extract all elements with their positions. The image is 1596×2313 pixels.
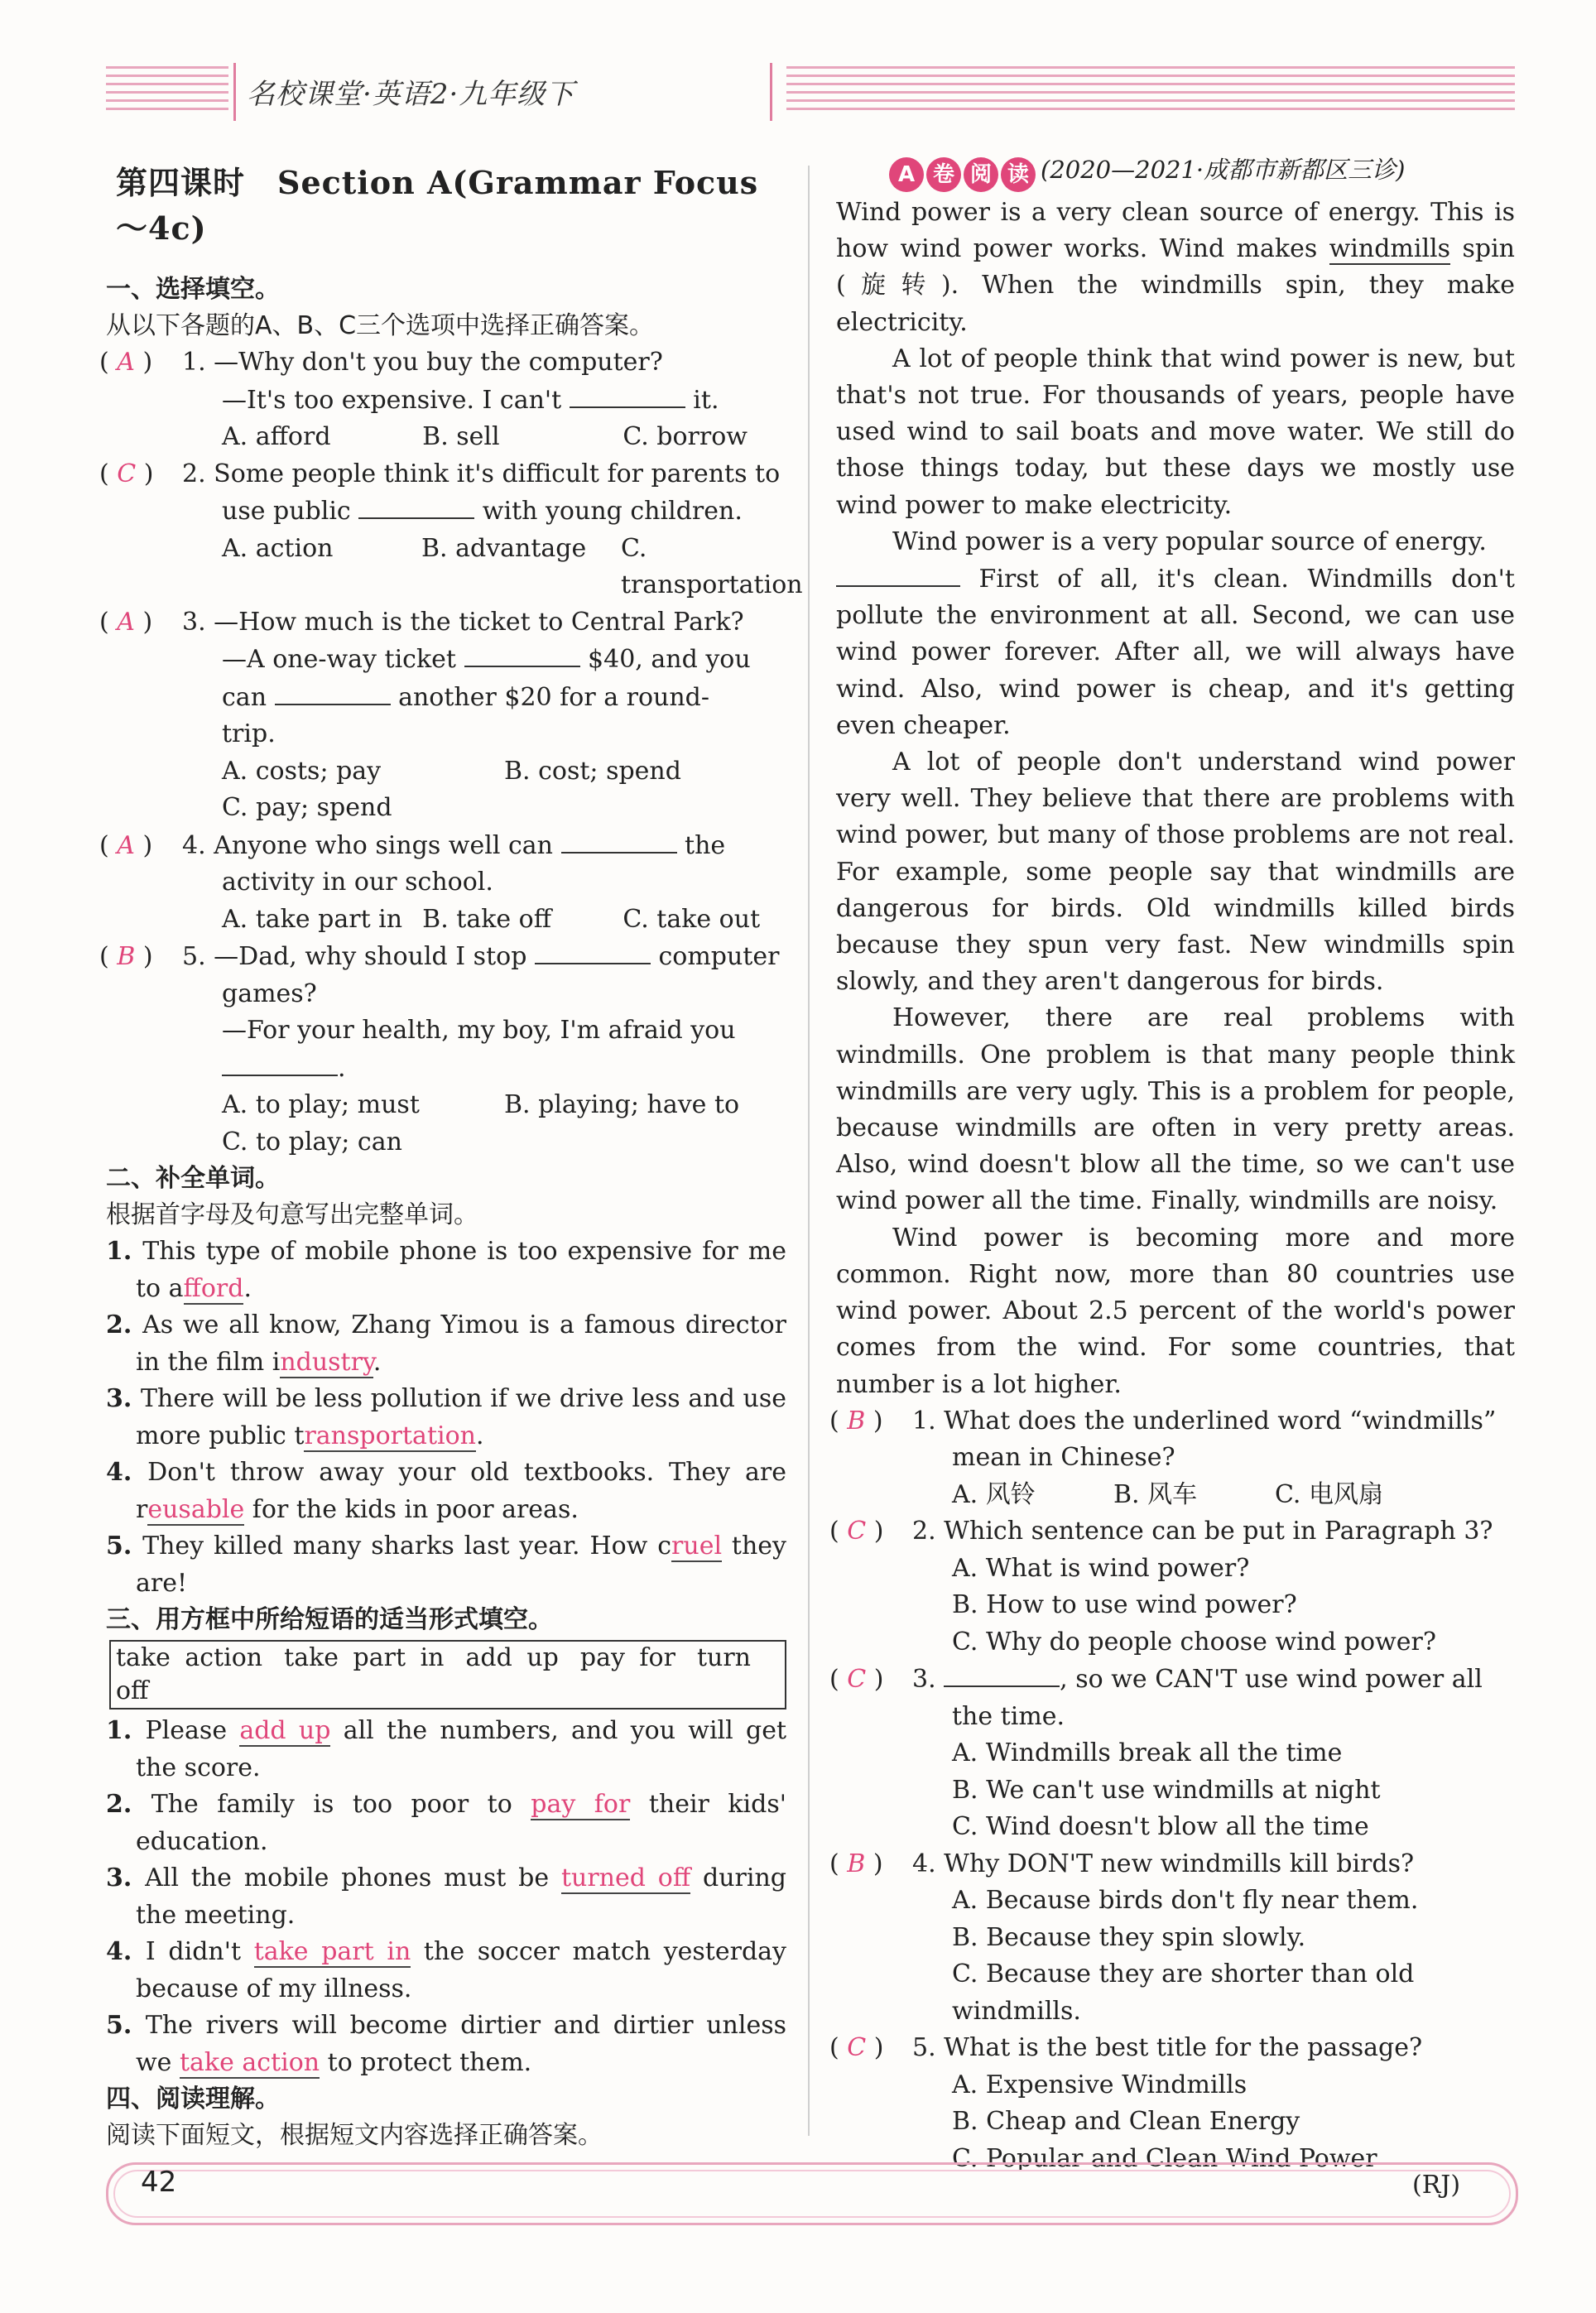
rq-answer-paren: ( C ) (829, 1517, 884, 1546)
p1-answer-paren: ( C ) (99, 459, 154, 488)
lesson-title: 第四课时 Section A(Grammar Focus～4c) (116, 164, 759, 247)
part2-instruction: 根据首字母及句意写出完整单词。 (106, 1200, 478, 1229)
rq-option: A. What is wind power? (952, 1553, 1250, 1583)
part1-heading: 一、选择填空。 (106, 275, 280, 304)
rq-options (836, 1735, 1515, 1772)
reading-paragraph-5: However, there are real problems with windmills. One problem is that many people think windmills are very ugly. This is a problem for people, because windmills are often in very pretty areas. Also, wind doesn't blow all the time, so we can't use wind power all the time. Finally, windmills are noisy. (836, 1003, 1515, 1216)
rq-stem (829, 1846, 1515, 1883)
p3-item (106, 1713, 786, 1786)
reading-questions (829, 1403, 1515, 2178)
p1-underlined-word: windmills (1329, 234, 1451, 264)
answer-blank (944, 1661, 1060, 1687)
p1-text-a: Wind power is a very clean source of energy. This is how wind power works. Wind makes (836, 198, 1515, 264)
p3-text-b: First of all, it's clean. Windmills don't pollute the environment at all. Second, we can use wind power forever. After all, we will always have wind. Also, wind power is cheap, and it's getting even cheaper. (836, 565, 1515, 740)
rq-answer-paren: ( B ) (829, 1849, 883, 1878)
part4-heading: 四、阅读理解。 (106, 2085, 280, 2113)
answer-blank (561, 827, 677, 854)
part2-heading: 二、补全单词。 (106, 1164, 280, 1193)
rq-stem-text: 3. , so we CAN'T use wind power all (912, 1665, 1483, 1694)
p2-item (106, 1528, 786, 1602)
answer-blank (570, 382, 685, 408)
rq-option: B. How to use wind power? (952, 1590, 1297, 1620)
p1-answer-paren: ( B ) (99, 942, 153, 971)
p2-item (106, 1455, 786, 1528)
part1-questions (99, 344, 803, 1161)
phrase-box-item: take action (116, 1643, 263, 1672)
rq-option: B. 风车 (1113, 1479, 1198, 1509)
p3-filled-answer: add up (239, 1716, 331, 1745)
header-divider-right (770, 63, 772, 121)
p1-stem-cont: use public with young children. (106, 493, 786, 531)
p2-item (106, 1381, 786, 1455)
p1-options (106, 419, 786, 456)
p1-options (106, 902, 786, 939)
p1-stem-cont: —A one-way ticket $40, and you (106, 641, 786, 679)
p2-number: 5. (106, 1532, 143, 1560)
p1-question (99, 604, 786, 827)
p3-text-post: their kids' education. (136, 1790, 786, 1856)
p3-filled-answer: turned off (560, 1863, 691, 1892)
rq-option: B. We can't use windmills at night (952, 1775, 1381, 1805)
p1-option: B. advantage (421, 533, 587, 563)
rq-stem (829, 1513, 1515, 1551)
answer-blank (464, 641, 580, 667)
rq-answer: C (847, 1517, 867, 1546)
p3-number: 2. (106, 1790, 151, 1819)
rq-question (829, 1661, 1515, 1846)
rq-answer: B (847, 1406, 866, 1435)
rq-options (836, 2067, 1515, 2104)
rq-answer: B (847, 1849, 866, 1878)
left-column (99, 157, 803, 2154)
p3-text-pre: The rivers will become dirtier and dirtier unless we (136, 2011, 786, 2077)
header-title: 名校课堂·英语2·九年级下 (247, 78, 575, 111)
rq-question (829, 2030, 1515, 2177)
right-column (829, 149, 1515, 2177)
p2-filled-answer: ransportation (304, 1421, 476, 1450)
phrase-box-item: add up (465, 1643, 559, 1672)
p1-answer: A (117, 830, 135, 860)
rq-question (829, 1513, 1515, 1661)
p3-text-a: Wind power is a very popular source of energy. (892, 527, 1487, 556)
p1-answer: B (117, 942, 136, 971)
rq-option: C. Popular and Clean Wind Power (952, 2143, 1377, 2173)
p1-option: B. sell (422, 422, 500, 451)
edition-label: (RJ) (1412, 2171, 1461, 2200)
p2-filled-answer: ruel (671, 1532, 723, 1560)
p3-filled-answer: pay for (531, 1790, 631, 1819)
answer-blank (222, 1050, 338, 1076)
rq-option: B. Cheap and Clean Energy (952, 2107, 1300, 2137)
p3-number: 1. (106, 1716, 146, 1745)
p2-filled-answer: eusable (147, 1494, 245, 1524)
rq-stem-cont: mean in Chinese? (952, 1443, 1175, 1473)
p1-answer-paren: ( A ) (99, 348, 153, 377)
header-rule-left (106, 66, 228, 116)
p1-options (106, 790, 786, 827)
p1-question (99, 938, 786, 1161)
rq-options (836, 2104, 1515, 2141)
p1-stem-cont: activity in our school. (222, 868, 493, 897)
p3-text-pre: Please (145, 1716, 240, 1745)
reading-source: (2020—2021·成都市新都区三诊) (1041, 156, 1406, 184)
answer-blank (275, 679, 391, 705)
p3-text-post: the soccer match yesterday because of my illness. (136, 1937, 786, 2003)
part3-heading: 三、用方框中所给短语的适当形式填空。 (106, 1605, 553, 1634)
header-divider-left (233, 63, 236, 121)
rq-option: A. Because birds don't fly near them. (952, 1886, 1419, 1916)
p2-number: 4. (106, 1458, 148, 1487)
rq-options (836, 1551, 1515, 1588)
p3-blank (836, 560, 960, 587)
p2-text-post: . (243, 1273, 252, 1303)
page-number: 42 (141, 2166, 177, 2199)
part4-instruction: 阅读下面短文，根据短文内容选择正确答案。 (106, 2121, 603, 2150)
p3-item (106, 1860, 786, 1934)
part2-items (106, 1233, 786, 1602)
p3-text-post: all the numbers, and you will get the score. (136, 1716, 787, 1782)
p1-options (106, 753, 786, 791)
p3-filled-answer: take part in (253, 1937, 411, 1966)
badge-char: 读 (1001, 157, 1036, 192)
rq-options (836, 1624, 1515, 1661)
rq-option: A. Windmills break all the time (952, 1738, 1343, 1768)
rq-options (836, 1809, 1515, 1846)
p1-options (106, 1087, 786, 1124)
p1-stem (99, 938, 786, 976)
badge-char: 卷 (926, 157, 961, 192)
p1-answer: C (117, 459, 137, 488)
p3-number: 5. (106, 2011, 146, 2040)
p2-text-pre: As we all know, Zhang Yimou is a famous director in the film i (136, 1310, 786, 1377)
p3-text-pre: The family is too poor to (151, 1790, 531, 1819)
rq-answer-paren: ( B ) (829, 1406, 883, 1435)
p1-option: A. action (222, 533, 334, 563)
p1-stem-cont: can another $20 for a round- (106, 679, 786, 717)
p1-answer: A (117, 607, 135, 637)
rq-options (836, 1920, 1515, 1957)
rq-option: C. Why do people choose wind power? (952, 1627, 1436, 1657)
rq-option: C. Wind doesn't blow all the time (952, 1812, 1369, 1842)
p2-text-post: . (475, 1421, 484, 1450)
p1-answer-paren: ( A ) (99, 607, 153, 637)
rq-options (836, 1956, 1515, 2030)
reading-badge (889, 157, 1036, 192)
p1-stem-cont: games? (222, 979, 317, 1008)
rq-stem-text: 2. Which sentence can be put in Paragraph 3? (912, 1517, 1493, 1546)
phrase-box-item: pay for (579, 1643, 675, 1672)
p3-item (106, 1786, 786, 1860)
reading-paragraph-1 (836, 195, 1515, 341)
rq-options (836, 1772, 1515, 1810)
rq-stem (829, 1661, 1515, 1699)
p1-option: A. afford (222, 422, 331, 451)
p1-stem-text: 2. Some people think it's difficult for parents to (182, 459, 781, 488)
rq-option: C. 电风扇 (1275, 1479, 1383, 1509)
p1-options (106, 1124, 786, 1161)
p1-stem-cont: trip. (222, 719, 276, 748)
p3-item (106, 1934, 786, 2008)
p1-option: B. take off (422, 904, 552, 934)
p2-number: 3. (106, 1384, 141, 1413)
p2-number: 1. (106, 1237, 143, 1266)
rq-stem (829, 1403, 1515, 1440)
answer-blank (358, 493, 474, 519)
rq-options (836, 1477, 1515, 1514)
part1-instruction: 从以下各题的A、B、C三个选项中选择正确答案。 (106, 311, 655, 340)
p1-option: C. pay; spend (222, 793, 392, 822)
p1-option: A. to play; must (222, 1090, 420, 1119)
part3-items (106, 1713, 786, 2081)
rq-stem (829, 2030, 1515, 2067)
p1-option: B. playing; have to (504, 1090, 740, 1119)
answer-blank (535, 938, 651, 964)
rq-answer-paren: ( C ) (829, 2033, 884, 2063)
p1-question (99, 456, 803, 604)
p3-number: 4. (106, 1937, 146, 1966)
rq-answer: C (847, 2033, 867, 2063)
rq-option: A. Expensive Windmills (952, 2070, 1247, 2099)
p1-stem-cont: —It's too expensive. I can't it. (106, 382, 786, 420)
p2-text-post: . (373, 1347, 382, 1377)
p1-text-b: spin (旋转). When the windmills spin, they make electricity. (836, 234, 1515, 337)
rq-question (829, 1846, 1515, 2031)
p1-option: C. transportation (621, 533, 803, 599)
p2-text-pre: They killed many sharks last year. How c (142, 1532, 672, 1560)
p1-option: A. take part in (222, 904, 403, 934)
p3-filled-answer: take action (179, 2047, 320, 2077)
reading-paragraph-2: A lot of people think that wind power is new, but that's not true. For thousands of years, people have used wind to sail boats and move water. We still do those things today, but these days we mostly use wind power to make electricity. (836, 344, 1515, 520)
p1-option: B. cost; spend (504, 756, 681, 786)
rq-stem-text: 1. What does the underlined word “windmills” (912, 1406, 1497, 1435)
p1-stem-cont: . (106, 1050, 786, 1088)
p1-option: C. borrow (623, 422, 748, 451)
p2-text-pre: There will be less pollution if we drive less and use more public t (136, 1384, 787, 1450)
rq-stem-text: 4. Why DON'T new windmills kill birds? (912, 1849, 1415, 1878)
reading-paragraph-3 (836, 524, 1515, 744)
p2-text-post: for the kids in poor areas. (244, 1494, 579, 1524)
rq-stem-cont: the time. (952, 1701, 1065, 1731)
p1-question (99, 344, 786, 456)
p3-number: 3. (106, 1863, 146, 1892)
phrase-box-item: take part in (284, 1643, 445, 1672)
p1-stem (99, 827, 786, 865)
column-divider (808, 166, 810, 2136)
p3-text-post: during the meeting. (136, 1863, 786, 1930)
phrase-box-item: turn off (116, 1643, 751, 1705)
rq-option: A. 风铃 (952, 1479, 1036, 1509)
p3-text-pre: I didn't (145, 1937, 254, 1966)
p1-option: C. to play; can (222, 1127, 402, 1156)
phrase-box (109, 1640, 786, 1710)
badge-char: 阅 (964, 157, 998, 192)
reading-paragraph-4: A lot of people don't understand wind power very well. They believe that there are problems with wind power, but many of those problems are not real. For example, some people say that windmills are dangerous for birds. Old windmills killed birds because they spun very fast. New windmills spin slowly, and they aren't dangerous for birds. (836, 748, 1515, 997)
p2-number: 2. (106, 1310, 143, 1339)
p1-option: A. costs; pay (222, 756, 382, 786)
p1-stem (99, 604, 786, 642)
p1-stem-text: 4. Anyone who sings well can the (182, 831, 725, 860)
header-rule-right (786, 66, 1515, 116)
rq-stem-text: 5. What is the best title for the passage? (912, 2033, 1423, 2063)
rq-option: C. Because they are shorter than old windmills. (952, 1960, 1415, 2026)
p2-filled-answer: fford (183, 1273, 244, 1303)
p2-filled-answer: ndustry (280, 1347, 373, 1377)
p1-stem-cont: —For your health, my boy, I'm afraid you (222, 1016, 736, 1045)
rq-answer: C (847, 1665, 867, 1695)
p1-answer-paren: ( A ) (99, 830, 153, 860)
p2-text-pre: Don't throw away your old textbooks. They are r (136, 1458, 786, 1524)
p1-stem-text: 5. —Dad, why should I stop computer (182, 942, 779, 971)
rq-answer-paren: ( C ) (829, 1665, 884, 1695)
footer-bar (106, 2162, 1518, 2225)
p3-text-pre: All the mobile phones must be (145, 1863, 561, 1892)
p1-stem-text: 3. —How much is the ticket to Central Park? (182, 607, 744, 637)
p2-item (106, 1307, 786, 1381)
p1-question (99, 827, 786, 939)
rq-option: B. Because they spin slowly. (952, 1922, 1306, 1952)
p1-stem-text: 1. —Why don't you buy the computer? (182, 348, 663, 377)
p1-option: C. take out (623, 904, 761, 934)
rq-options (836, 1587, 1515, 1624)
badge-char: A (889, 157, 924, 192)
p2-text-post: they are! (136, 1532, 786, 1598)
reading-paragraph-6: Wind power is becoming more and more common. Right now, more than 80 countries use wind power. About 2.5 percent of the world's power comes from the wind. For some countries, that number is a lot higher. (836, 1223, 1515, 1399)
rq-question (829, 1403, 1515, 1514)
rq-options (836, 1883, 1515, 1920)
p2-item (106, 1233, 786, 1307)
p2-text-pre: This type of mobile phone is too expensive for me to a (136, 1237, 786, 1303)
p1-options (106, 531, 803, 604)
p3-text-post: to protect them. (320, 2047, 532, 2077)
p1-stem (99, 344, 786, 382)
p3-item (106, 2008, 786, 2081)
p1-stem (99, 456, 786, 493)
p1-answer: A (117, 348, 135, 377)
